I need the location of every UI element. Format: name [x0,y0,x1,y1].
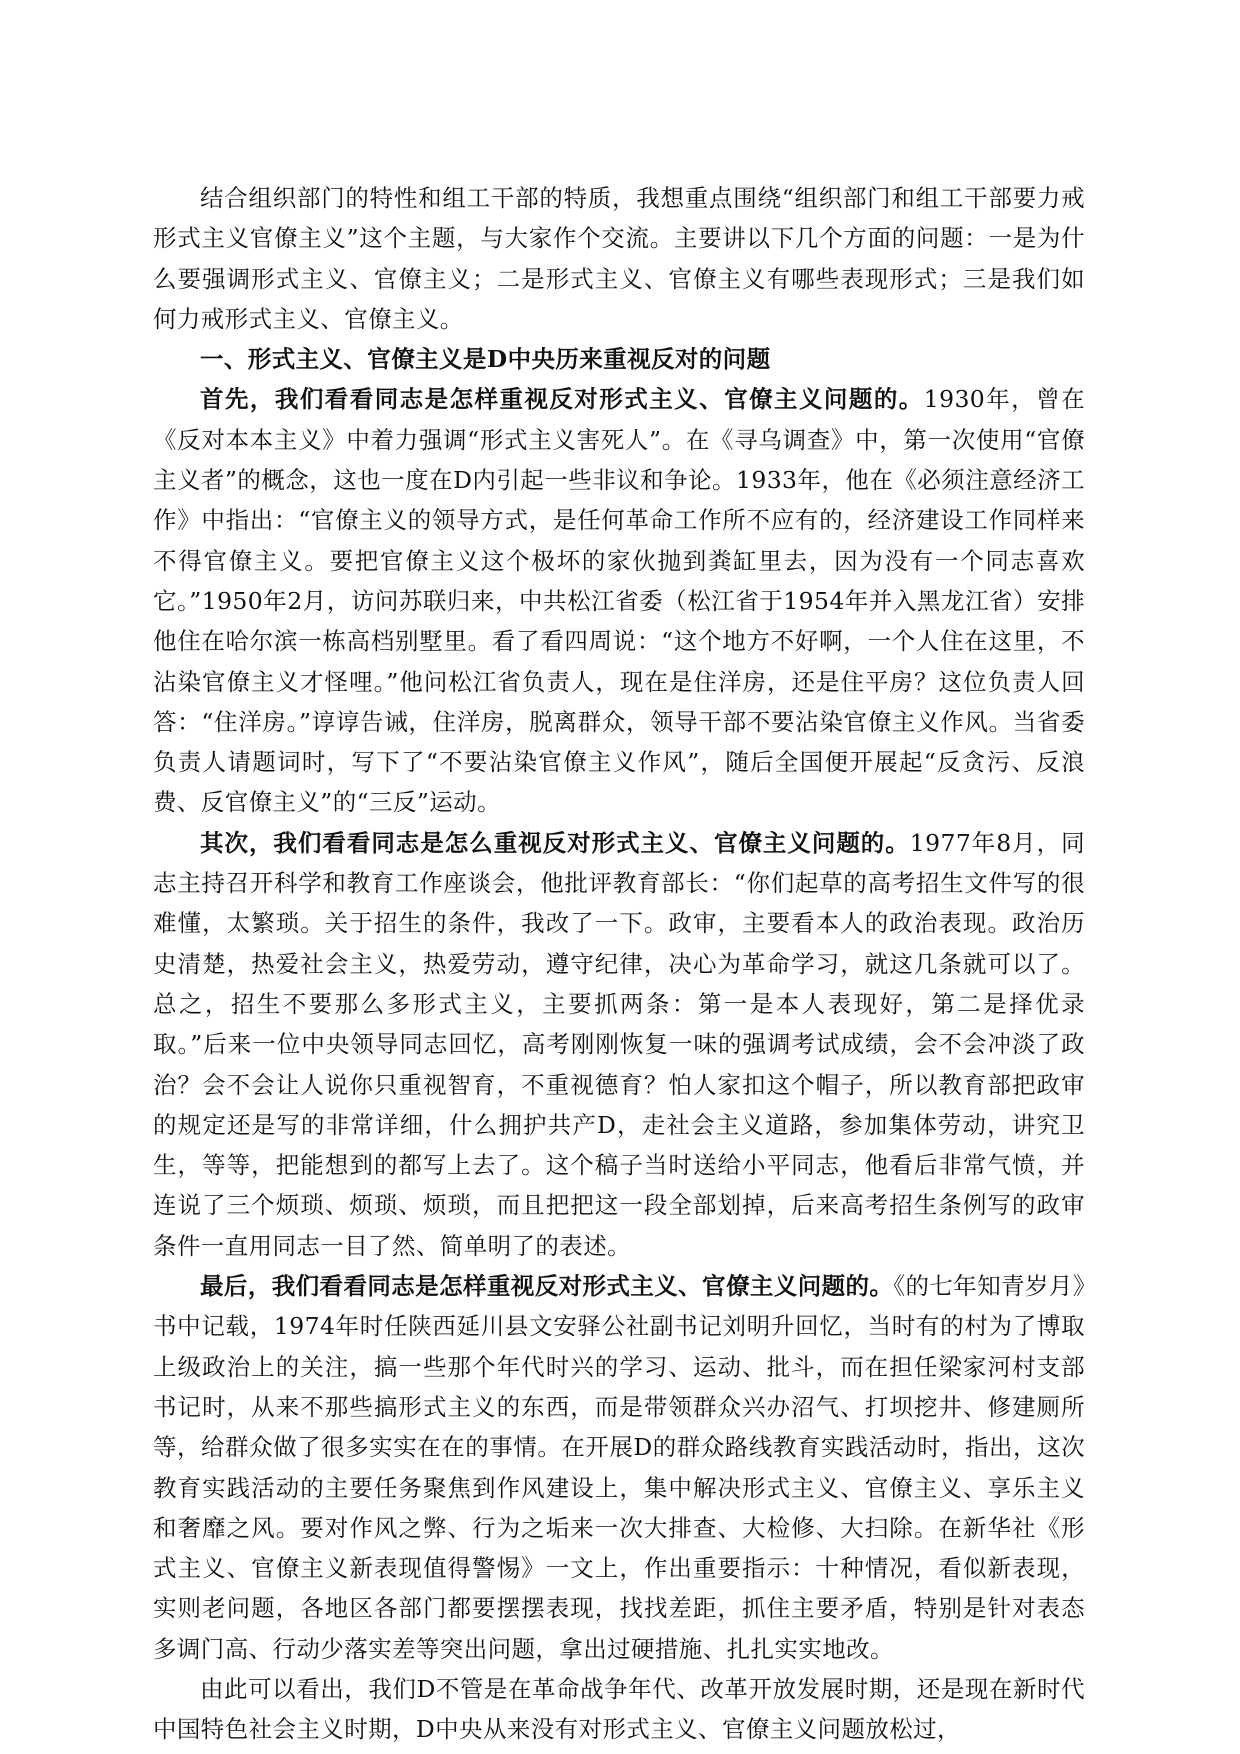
paragraph-lead: 其次，我们看看同志是怎么重视反对形式主义、官僚主义问题的。 [200,828,910,857]
paragraph-body: 1977年8月，同志主持召开科学和教育工作座谈会，他批评教育部长：“你们起草的高考招生文件写的很难懂，太繁琐。关于招生的条件，我改了一下。政审，主要看本人的政治表现。政治历史清楚，热爱社会主义，热爱劳动，遵守纪律，决心为革命学习，就这几条就可以了。总之，招生不要那么多形式主义，主要抓两条：第一是本人表现好，第二是择优录取。”后来一位中央领导同志回忆，高考刚刚恢复一味的强调考试成绩，会不会冲淡了政治？会不会让人说你只重视智育，不重视德育？怕人家扣这个帽子，所以教育部把政审的规定还是写的非常详细，什么拥护共产D，走社会主义道路，参加集体劳动，讲究卫生，等等，把能想到的都写上去了。这个稿子当时送给小平同志，他看后非常气愤，并连说了三个烦琐、烦琐、烦琐，而且把把这一段全部划掉，后来高考招生条例写的政审条件一直用同志一目了然、简单明了的表述。 [153,828,1085,1260]
paragraph-lead: 首先，我们看看同志是怎样重视反对形式主义、官僚主义问题的。 [200,385,924,414]
intro-paragraph: 结合组织部门的特性和组工干部的特质，我想重点围绕“组织部门和组工干部要力戒形式主义官僚主义”这个主题，与大家作个交流。主要讲以下几个方面的问题：一是为什么要强调形式主义、官僚主义；二是形式主义、官僚主义有哪些表现形式；三是我们如何力戒形式主义、官僚主义。 [153,184,1085,333]
paragraph-second [153,823,1085,1266]
section-heading: 一、形式主义、官僚主义是D中央历来重视反对的问题 [200,345,771,374]
document-page [153,178,1085,1750]
paragraph-lead: 最后，我们看看同志是怎样重视反对形式主义、官僚主义问题的。 [200,1272,894,1301]
paragraph-body: 1930年，曾在《反对本本主义》中着力强调“形式主义害死人”。在《寻乌调查》中，第一次使用“官僚主义者”的概念，这也一度在D内引起一些非议和争论。1933年，他在《必须注意经济工作》中指出：“官僚主义的领导方式，是任何革命工作所不应有的，经济建设工作同样来不得官僚主义。要把官僚主义这个极坏的家伙抛到粪缸里去，因为没有一个同志喜欢它。”1950年2月，访问苏联归来，中共松江省委（松江省于1954年并入黑龙江省）安排他住在哈尔滨一栋高档别墅里。看了看四周说：“这个地方不好啊，一个人住在这里，不沾染官僚主义才怪哩。”他问松江省负责人，现在是住洋房，还是住平房？这位负责人回答：“住洋房。”谆谆告诫，住洋房，脱离群众，领导干部不要沾染官僚主义作风。当省委负责人请题词时，写下了“不要沾染官僚主义作风”，随后全国便开展起“反贪污、反浪费、反官僚主义”的“三反”运动。 [153,385,1085,817]
paragraph-body: 《的七年知青岁月》书中记载，1974年时任陕西延川县文安驿公社副书记刘明升回忆，当时有的村为了博取上级政治上的关注，搞一些那个年代时兴的学习、运动、批斗，而在担任梁家河村支部书记时，从来不那些搞形式主义的东西，而是带领群众兴办沼气、打坝挖井、修建厕所等，给群众做了很多实实在在的事情。在开展D的群众路线教育实践活动时，指出，这次教育实践活动的主要任务聚焦到作风建设上，集中解决形式主义、官僚主义、享乐主义和奢靡之风。要对作风之弊、行为之垢来一次大排查、大检修、大扫除。在新华社《形式主义、官僚主义新表现值得警惕》一文上，作出重要指示：十种情况，看似新表现，实则老问题，各地区各部门都要摆摆表现，找找差距，抓住主要矛盾，特别是针对表态多调门高、行动少落实差等突出问题，拿出过硬措施、扎扎实实地改。 [153,1272,1085,1663]
paragraph-third [153,1266,1085,1669]
conclusion-paragraph: 由此可以看出，我们D不管是在革命战争年代、改革开放发展时期，还是现在新时代中国特色社会主义时期，D中央从来没有对形式主义、官僚主义问题放松过， [153,1674,1085,1744]
paragraph-first [153,379,1085,822]
